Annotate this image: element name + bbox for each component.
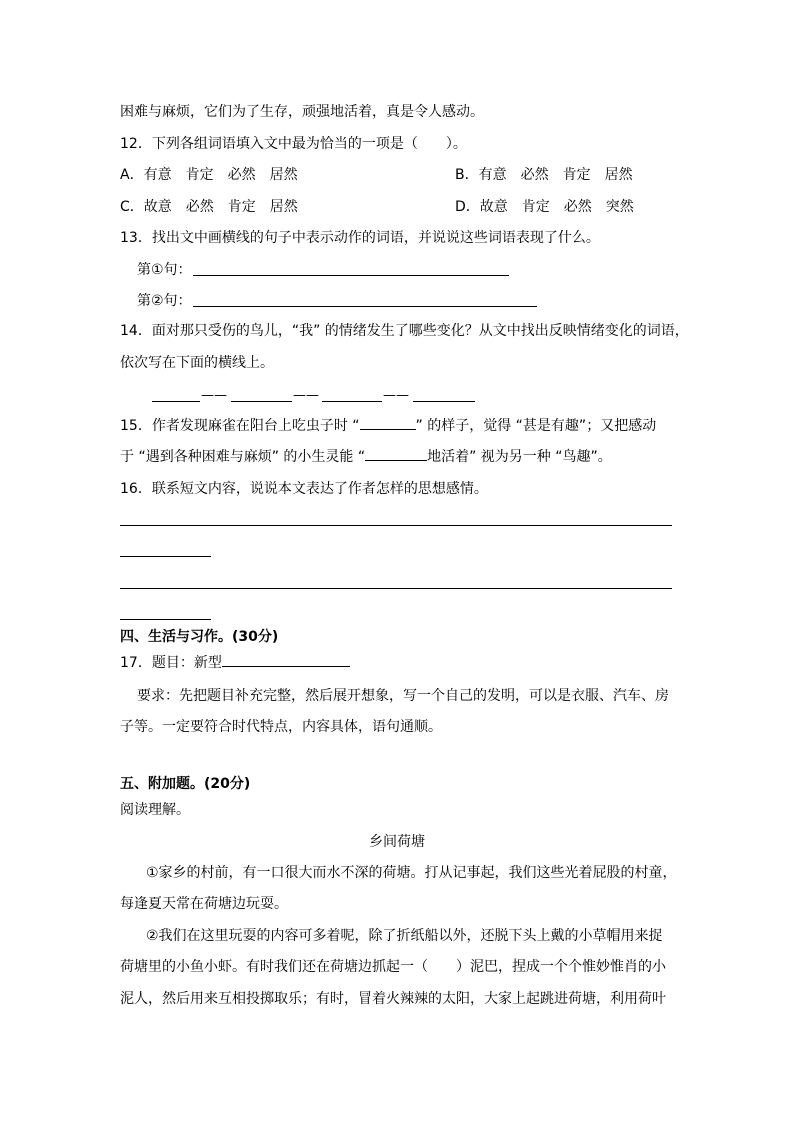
answer-blank-q14-3[interactable]: [322, 401, 382, 402]
dash-separator: ——: [383, 388, 409, 403]
option-d: D．故意 肯定 必然 突然: [455, 199, 634, 215]
answer-line-q13-2[interactable]: [193, 306, 537, 307]
dash-separator: ——: [201, 388, 227, 403]
answer-line-q16-3[interactable]: [120, 588, 672, 589]
passage-title: 乡间荷塘: [369, 834, 425, 850]
text-line: 困难与麻烦，它们为了生存，顽强地活着，真是令人感动。: [120, 104, 484, 120]
question-12: 12．下列各组词语填入文中最为恰当的一项是（ ）。: [120, 136, 467, 152]
requirement-line2: 子等。一定要符合时代特点，内容具体，语句通顺。: [120, 719, 442, 735]
question-15-line1: [120, 417, 656, 435]
answer-blank-q14-2[interactable]: [231, 401, 292, 402]
reading-label: 阅读理解。: [120, 802, 190, 818]
passage-paragraph-1: ①家乡的村前，有一口很大而水不深的荷塘。打从记事起，我们这些光着屁股的村童，: [146, 865, 677, 881]
q15-text-pre: 于 “遇到各种困难与麻烦” 的小生灵能 “: [120, 449, 366, 465]
q15-text-post: ” 的样子，觉得 “甚是有趣”；又把感动: [415, 418, 657, 434]
answer-blank-q14-4[interactable]: [413, 401, 475, 402]
question-17: [120, 654, 350, 672]
q17-label: 17．题目：新型: [120, 655, 222, 671]
q15-text-pre: 15．作者发现麻雀在阳台上吃虫子时 “: [120, 418, 360, 434]
dash-separator: ——: [293, 388, 319, 403]
answer-blank-q15-1[interactable]: [360, 417, 416, 430]
question-16: 16．联系短文内容，说说本文表达了作者怎样的思想感情。: [120, 481, 488, 497]
section-4-heading: 四、生活与习作。(30分): [120, 629, 279, 645]
answer-line-q16-4[interactable]: [120, 619, 211, 620]
q13-line1-label: 第①句：: [137, 262, 192, 278]
option-c: C．故意 必然 肯定 居然: [120, 199, 298, 215]
answer-line-q16-2[interactable]: [120, 556, 211, 557]
answer-line-q13-1[interactable]: [193, 275, 509, 276]
answer-line-q16-1[interactable]: [120, 525, 672, 526]
q13-line2-label: 第②句：: [137, 293, 192, 309]
q15-text-post: 地活着” 视为另一种 “鸟趣”。: [427, 449, 612, 465]
answer-blank-q14-1[interactable]: [152, 401, 200, 402]
question-15-line2: [120, 448, 612, 466]
passage-paragraph-2-cont: 荷塘里的小鱼小虾。有时我们还在荷塘边抓起一（ ）泥巴，捏成一个个惟妙惟肖的小: [120, 959, 666, 975]
answer-blank-q17-title[interactable]: [222, 654, 350, 667]
passage-paragraph-2: ②我们在这里玩耍的内容可多着呢，除了折纸船以外，还脱下头上戴的小草帽用来捉: [146, 928, 663, 944]
passage-paragraph-1-cont: 每逢夏天常在荷塘边玩耍。: [120, 896, 288, 912]
passage-paragraph-2-cont: 泥人，然后用来互相投掷取乐；有时，冒着火辣辣的太阳，大家上起跳进荷塘，利用荷叶: [120, 991, 666, 1007]
answer-blank-q15-2[interactable]: [365, 448, 427, 461]
question-13: 13．找出文中画横线的句子中表示动作的词语，并说说这些词语表现了什么。: [120, 230, 600, 246]
section-5-heading: 五、附加题。(20分): [120, 776, 251, 792]
question-14-line1: 14．面对那只受伤的鸟儿，“我” 的情绪发生了哪些变化？从文中找出反映情绪变化的词语，: [120, 323, 689, 339]
option-b: B．有意 必然 肯定 居然: [455, 167, 633, 183]
requirement-line1: 要求：先把题目补充完整，然后展开想象，写一个自己的发明，可以是衣服、汽车、房: [137, 688, 669, 704]
option-a: A．有意 肯定 必然 居然: [120, 167, 298, 183]
question-14-line2: 依次写在下面的横线上。: [120, 355, 274, 371]
